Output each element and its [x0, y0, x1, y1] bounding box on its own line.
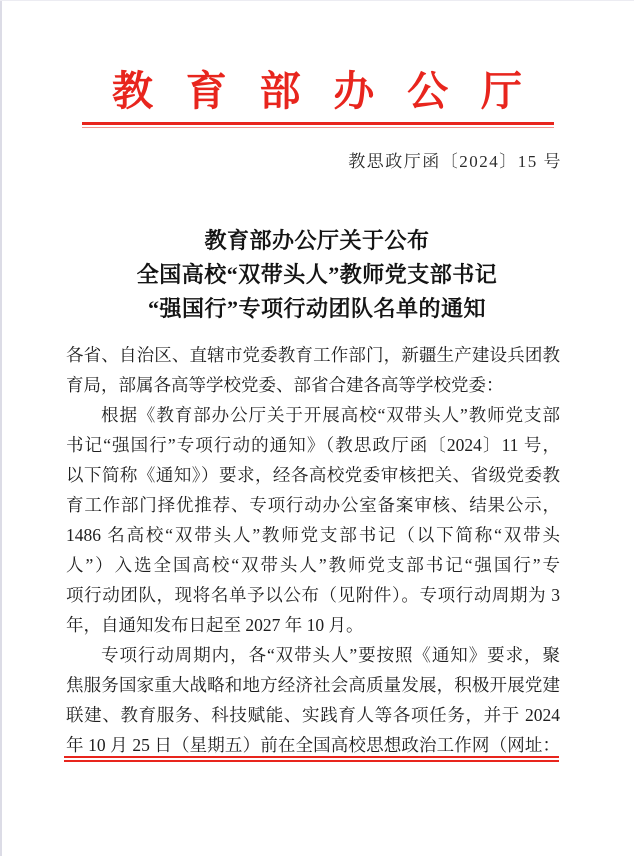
body-line: 人”）入选全国高校“双带头人”教师党支部书记“强国行”专: [66, 555, 560, 575]
body-line: 1486 名高校“双带头人”教师党支部书记（以下简称“双带头: [66, 525, 560, 545]
body-line: 焦服务国家重大战略和地方经济社会高质量发展，积极开展党建: [66, 675, 560, 695]
notice-title-line-1: 教育部办公厅关于公布: [204, 228, 430, 253]
body-line: 年，自通知发布日起至 2027 年 10 月。: [66, 615, 364, 635]
notice-title-line-2: 全国高校“双带头人”教师党支部书记: [136, 262, 498, 287]
page-break-rule: [64, 756, 559, 762]
body-line: 根据《教育部办公厅关于开展高校“双带头人”教师党支部: [101, 405, 560, 425]
body-line: 年 10 月 25 日（星期五）前在全国高校思想政治工作网（网址：: [66, 735, 560, 755]
notice-title-line-3: “强国行”专项行动团队名单的通知: [147, 296, 486, 321]
notice-title: [0, 224, 634, 326]
letterhead-title: 教育部办公厅: [111, 68, 555, 114]
letterhead-rule: [82, 122, 554, 128]
body-line: 书记“强国行”专项行动的通知》（教思政厅函〔2024〕11 号，: [66, 435, 560, 455]
body-line: 以下简称《通知》）要求，经各高校党委审核把关、省级党委教: [66, 465, 560, 485]
page-left-edge-line: [0, 0, 2, 856]
document-number: 教思政厅函〔2024〕15 号: [348, 152, 562, 171]
body-line: 育工作部门择优推荐、专项行动办公室备案审核、结果公示，: [66, 495, 560, 515]
letterhead-rule-thin-line: [82, 127, 554, 128]
body-line: 联建、教育服务、科技赋能、实践育人等各项任务，并于 2024: [66, 705, 560, 725]
body-line: 专项行动周期内，各“双带头人”要按照《通知》要求，聚: [101, 645, 560, 665]
body-line: 各省、自治区、直辖市党委教育工作部门，新疆生产建设兵团教: [66, 345, 560, 365]
page-top-edge-line: [0, 0, 634, 1]
body-line: 项行动团队，现将名单予以公布（见附件）。专项行动周期为 3: [66, 585, 560, 605]
page-break-rule-bottom-line: [64, 760, 559, 762]
notice-body: [66, 340, 560, 760]
body-line: 育局，部属各高等学校党委、部省合建各高等学校党委：: [66, 375, 504, 395]
